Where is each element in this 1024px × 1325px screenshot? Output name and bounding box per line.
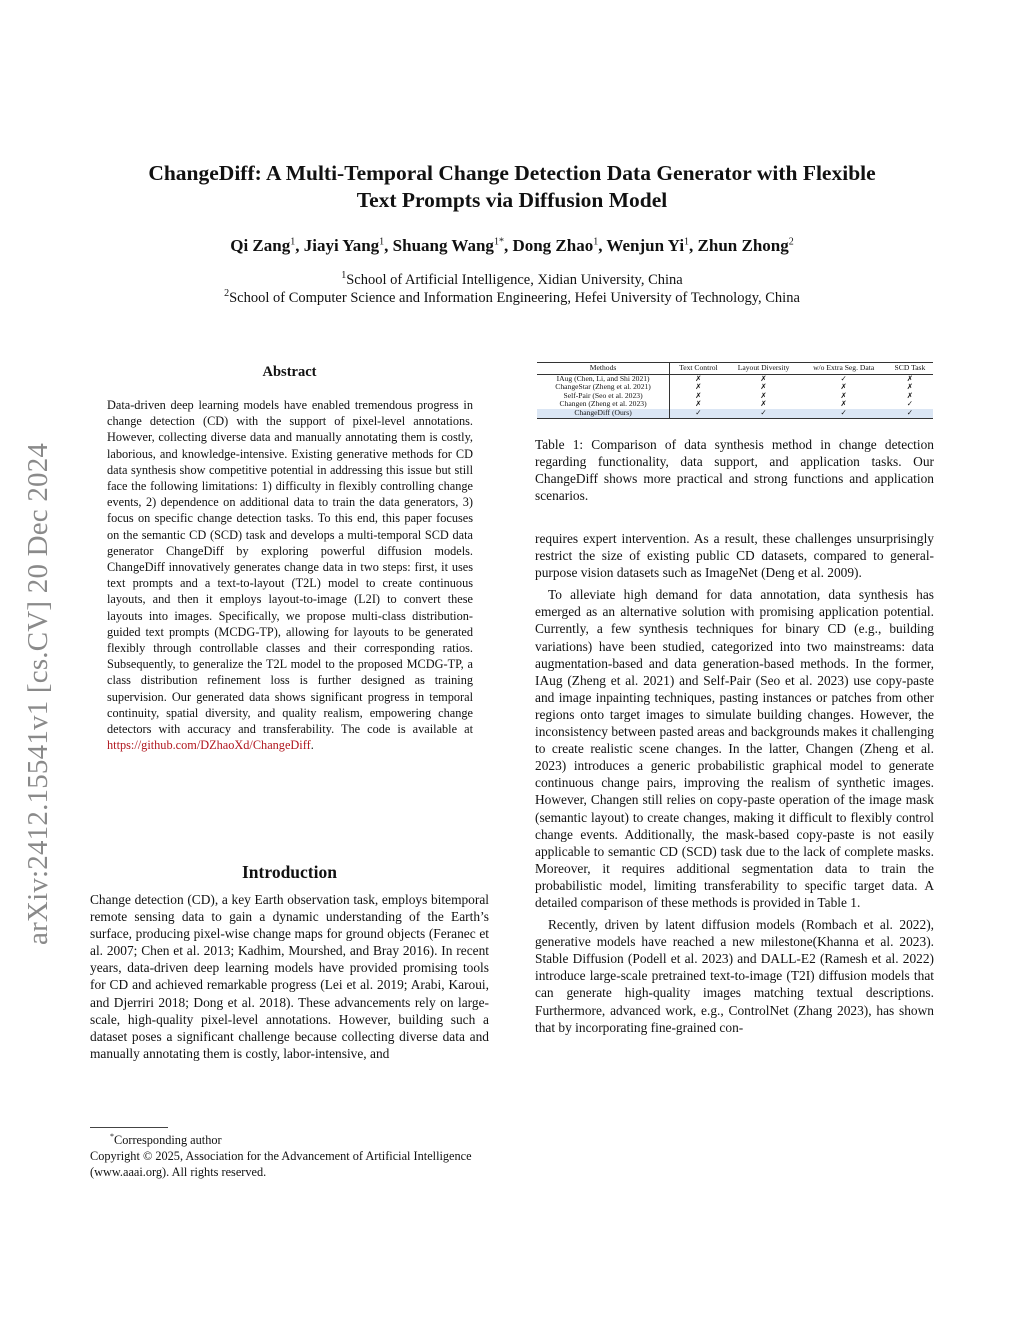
affiliation-1	[60, 270, 964, 289]
table-header: Text Control	[670, 363, 727, 375]
abstract-end: .	[310, 738, 314, 753]
body-paragraph: requires expert intervention. As a result, these challenges unsurprisingly restrict the size of existing public CD datasets, compared to general-purpose vision datasets such as ImageNet (Deng et al. 2009).	[535, 531, 934, 581]
corresponding-note: *Corresponding author	[110, 1132, 222, 1148]
author-name: Dong Zhao	[512, 236, 594, 255]
table-cell: ✗	[760, 382, 767, 392]
author-name: Qi Zang	[230, 236, 291, 255]
table-header: w/o Extra Seg. Data	[800, 363, 886, 375]
affiliation-mark: 2	[224, 288, 230, 299]
table-caption: Table 1: Comparison of data synthesis method in change detection regarding functionality, data support, and application tasks. Our ChangeDiff shows more practical and strong functions and application scenarios.	[535, 437, 934, 504]
author-name: Wenjun Yi	[606, 236, 685, 255]
abstract-body	[107, 397, 473, 753]
table-cell: ✓	[906, 399, 914, 409]
author-affiliation-mark: 1	[379, 236, 385, 248]
author-affiliation-mark: 1	[593, 236, 599, 248]
table-cell: ✗	[760, 373, 767, 383]
table-cell-method: IAug (Chen, Li, and Shi 2021)	[537, 374, 670, 383]
affiliation-mark: 1	[341, 270, 347, 281]
table-header: Layout Diversity	[727, 363, 801, 375]
corresponding-text: Corresponding author	[114, 1133, 222, 1148]
table-cell-method: Changen (Zheng et al. 2023)	[537, 400, 670, 409]
table-cell-method: ChangeStar (Zheng et al. 2021)	[537, 383, 670, 392]
table-header-row	[537, 363, 933, 375]
table-cell: ✓	[727, 409, 801, 418]
author-affiliation-mark: 1	[290, 236, 296, 248]
copyright-text: Copyright © 2025, Association for the Advancement of Artificial Intelligence (www.aaai.org). All rights reserved.	[90, 1149, 472, 1180]
body-paragraph: Recently, driven by latent diffusion models (Rombach et al. 2022), generative models have reached a new milestone(Khanna et al. 2023). Stable Diffusion (Podell et al. 2023) and DALL-E2 (Ramesh et al. 2022) introduce large-scale pretrained text-to-image (T2I) diffusion models that can generate high-quality images matching textual descriptions. Furthermore, advanced work, e.g., ControlNet (Zhang 2023), has shown that by incorporating fine-grained con-	[535, 917, 934, 1035]
table-cell: ✓	[887, 409, 933, 418]
comparison-table	[537, 362, 933, 419]
introduction-paragraph: Change detection (CD), a key Earth observation task, employs bitemporal remote sensing data to gain a dynamic understanding of the Earth’s surface, producing pixel-wise change maps for ground objects (Feranec et al. 2007; Chen et al. 2013; Kadhim, Mourshed, and Bray 2016). In recent years, data-driven deep learning models have provided promising tools for CD and achieved remarkable progress (Lei et al. 2019; Arabi, Karoui, and Djerriri 2018; Dong et al. 2018). These advancements rely on large-scale, high-quality pixel-level annotations. However, building such a dataset poses a significant challenge because collecting diverse data and manually annotating them is costly, labor-intensive, and	[90, 892, 489, 1061]
table-cell: ✓	[670, 409, 727, 418]
title-line-1: ChangeDiff: A Multi-Temporal Change Detection Data Generator with Flexible	[148, 161, 876, 185]
introduction-body	[90, 891, 489, 1062]
author-name: Shuang Wang	[392, 236, 494, 255]
footnote	[90, 1129, 489, 1180]
introduction-heading: Introduction	[242, 862, 337, 882]
table-header: Methods	[537, 363, 670, 375]
author-list: Qi Zang$^1$, Jiayi Yang$^1$, Shuang Wang$^{1*}$, Dong Zhao$^1$, Wenjun Yi$^1$, Zhun Zhong$^2$	[230, 236, 794, 255]
table-cell-method: Self-Pair (Seo et al. 2023)	[537, 392, 670, 401]
table-cell: ✗	[906, 382, 914, 392]
affiliation-2	[60, 288, 964, 307]
table-cell: ✗	[695, 390, 702, 400]
code-link[interactable]: https://github.com/DZhaoXd/ChangeDiff	[107, 738, 311, 753]
author-name: Jiayi Yang	[303, 236, 380, 255]
table-row-ours	[537, 409, 933, 418]
table-cell: ✗	[906, 373, 914, 383]
author-affiliation-mark: 1	[684, 236, 690, 248]
table-cell: ✗	[695, 373, 702, 383]
table-cell-method: ChangeDiff (Ours)	[537, 409, 670, 418]
table-cell: ✗	[760, 399, 767, 409]
paper-title	[60, 160, 964, 214]
author-name: Zhun Zhong	[697, 236, 789, 255]
table-cell: ✗	[695, 382, 702, 392]
table-cell: ✗	[695, 399, 702, 409]
table-cell: ✓	[800, 409, 886, 418]
affiliation-text: School of Artificial Intelligence, Xidian University, China	[346, 271, 683, 288]
author-affiliation-mark: 2	[788, 236, 794, 248]
table-cell: ✓	[840, 373, 847, 383]
author-affiliation-mark: 1*	[493, 236, 504, 248]
right-column-body	[535, 530, 934, 1036]
table-cell: ✗	[840, 390, 847, 400]
title-line-2: Text Prompts via Diffusion Model	[356, 188, 668, 212]
abstract-text: Data-driven deep learning models have enabled tremendous progress in change detection (CD) with the support of pixel-level annotations. However, collecting diverse data and manually annotating them is costly, laborious, and knowledge-intensive. Existing generative methods for CD data synthesis show competitive potential in addressing this issue but still face the following limitations: 1) difficulty in flexibly controlling change events, 2) dependence on additional data to train the data generators, 3) focus on specific change detection tasks. To this end, this paper focuses on the semantic CD (SCD) task and develops a multi-temporal SCD data generator ChangeDiff by exploring powerful diffusion models. ChangeDiff innovatively generates change data in two steps: first, it uses text prompts and a text-to-layout (T2L) model to create continuous layouts, and then it employs layout-to-image (L2I) to convert these layouts into images. Specifically, we propose multi-class distribution-guided text prompts (MCDG-TP), allowing for layouts to be generated flexibly through controllable classes and their corresponding ratios. Subsequently, to generalize the T2L model to the proposed MCDG-TP, a class distribution refinement loss is further designed as training supervision. Our generated data shows significant progress in temporal continuity, spatial diversity, and quality realism, empowering change detectors with accuracy and transferability. The code is available at	[107, 398, 473, 737]
footnote-rule	[90, 1127, 168, 1128]
table-header: SCD Task	[887, 363, 933, 375]
table-cell: ✗	[760, 390, 767, 400]
arxiv-stamp: arXiv:2412.15541v1 [cs.CV] 20 Dec 2024	[22, 442, 54, 945]
table-cell: ✗	[840, 382, 847, 392]
body-paragraph: To alleviate high demand for data annotation, data synthesis has emerged as an alternative solution with promising application potential. Currently, a few synthesis techniques for binary CD (e.g., building variations) have been studied, categorized into two mainstreams: data augmentation-based and data generation-based methods. In the former, IAug (Zheng et al. 2021) and Self-Pair (Seo et al. 2023) use copy-paste and image inpainting techniques, pasting instances or patches from other regions onto target images to simulate building changes. However, the inconsistency between pasted areas and backgrounds makes it challenging to create realistic scene changes. In the latter, Changen (Zheng et al. 2023) introduces a generic probabilistic graphical model to generate continuous change pairs, improving the realism of synthetic images. However, Changen still relies on copy-paste operation of the image mask (semantic layout) to create changes, making it difficult to flexibly control change events. Additionally, the mask-based copy-paste is not easily applicable to semantic CD (SCD) task due to the lack of complete masks. Moreover, it requires additional segmentation data to train the probabilistic model, limiting transferability to specific target data. A detailed comparison of these methods is provided in Table 1.	[535, 587, 934, 910]
table-cell: ✗	[906, 390, 914, 400]
affiliation-text: School of Computer Science and Information Engineering, Hefei University of Technology, China	[229, 289, 800, 306]
table-cell: ✗	[840, 399, 847, 409]
abstract-heading: Abstract	[262, 364, 317, 380]
